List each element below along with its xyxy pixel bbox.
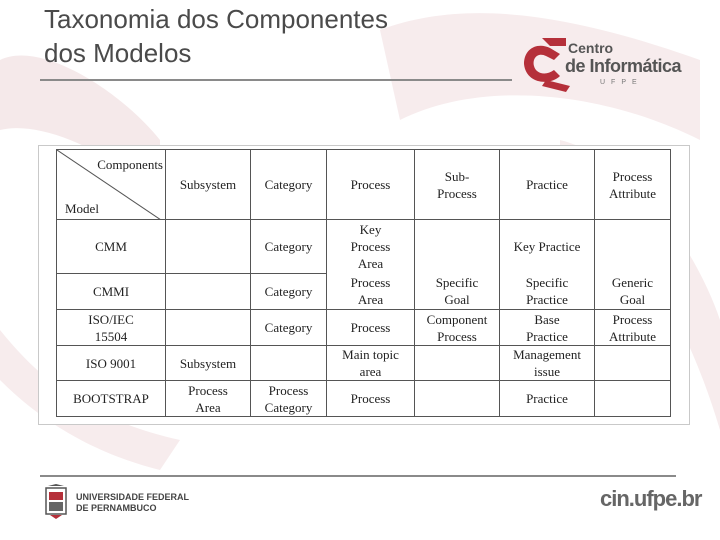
taxonomy-table bbox=[56, 149, 671, 417]
table-cell: Practice bbox=[500, 381, 595, 417]
table-row bbox=[57, 310, 671, 346]
table-cell: Process Category bbox=[251, 381, 327, 417]
table-cell: Process Area bbox=[166, 381, 251, 417]
table-cell: Category bbox=[251, 274, 327, 310]
header-cell: Process bbox=[327, 150, 415, 220]
table-cell: Key Process Area bbox=[327, 220, 415, 274]
table-cell: Category bbox=[251, 310, 327, 346]
corner-components-label: Components bbox=[97, 157, 163, 172]
table-cell: Specific Practice bbox=[500, 274, 595, 310]
header-divider bbox=[40, 79, 512, 81]
ufpe-name-line2: DE PERNAMBUCO bbox=[76, 503, 157, 513]
table-cell bbox=[595, 346, 671, 381]
table-row bbox=[57, 220, 671, 274]
header-cell: Practice bbox=[500, 150, 595, 220]
cin-url-text: cin.ufpe.br bbox=[600, 486, 702, 511]
model-cell: ISO 9001 bbox=[57, 346, 166, 381]
table-cell: Base Practice bbox=[500, 310, 595, 346]
logo-text-ufpe: UFPE bbox=[600, 79, 643, 86]
table-cell: Main topic area bbox=[327, 346, 415, 381]
table-cell: Process Attribute bbox=[595, 310, 671, 346]
table-cell bbox=[166, 220, 251, 274]
table-cell bbox=[595, 220, 671, 274]
table-cell bbox=[251, 346, 327, 381]
table-cell bbox=[415, 220, 500, 274]
table-cell: Key Practice bbox=[500, 220, 595, 274]
header-cell: Sub- Process bbox=[415, 150, 500, 220]
header-cell: Category bbox=[251, 150, 327, 220]
model-cell: CMM bbox=[57, 220, 166, 274]
ufpe-crest-icon bbox=[44, 484, 68, 520]
table-cell bbox=[415, 346, 500, 381]
table-cell: Subsystem bbox=[166, 346, 251, 381]
table-row bbox=[57, 381, 671, 417]
logo-text-centro: Centro bbox=[568, 40, 614, 56]
table-cell: Generic Goal bbox=[595, 274, 671, 310]
table-cell bbox=[166, 274, 251, 310]
slide-title-line2: dos Modelos bbox=[44, 38, 192, 68]
table-cell bbox=[595, 381, 671, 417]
slide-title bbox=[44, 2, 388, 70]
table-header-row bbox=[57, 150, 671, 220]
header-cell: Process Attribute bbox=[595, 150, 671, 220]
ufpe-name bbox=[76, 492, 189, 514]
table-cell: Component Process bbox=[415, 310, 500, 346]
model-cell: ISO/IEC 15504 bbox=[57, 310, 166, 346]
table-row bbox=[57, 346, 671, 381]
model-cell: CMMI bbox=[57, 274, 166, 310]
slide-title-line1: Taxonomia dos Componentes bbox=[44, 4, 388, 34]
table-cell: Specific Goal bbox=[415, 274, 500, 310]
ufpe-name-line1: UNIVERSIDADE FEDERAL bbox=[76, 492, 190, 502]
table-cell bbox=[166, 310, 251, 346]
logo-text-informatica: de Informática bbox=[565, 56, 682, 76]
table-cell: Process bbox=[327, 381, 415, 417]
header-cell: Subsystem bbox=[166, 150, 251, 220]
corner-cell bbox=[57, 150, 166, 220]
table-cell: Process Area bbox=[327, 274, 415, 310]
table-cell: Category bbox=[251, 220, 327, 274]
table-row bbox=[57, 274, 671, 310]
model-cell: BOOTSTRAP bbox=[57, 381, 166, 417]
table-cell: Management issue bbox=[500, 346, 595, 381]
table-cell bbox=[415, 381, 500, 417]
footer-divider bbox=[40, 475, 676, 477]
table-cell: Process bbox=[327, 310, 415, 346]
corner-model-label: Model bbox=[65, 201, 99, 216]
